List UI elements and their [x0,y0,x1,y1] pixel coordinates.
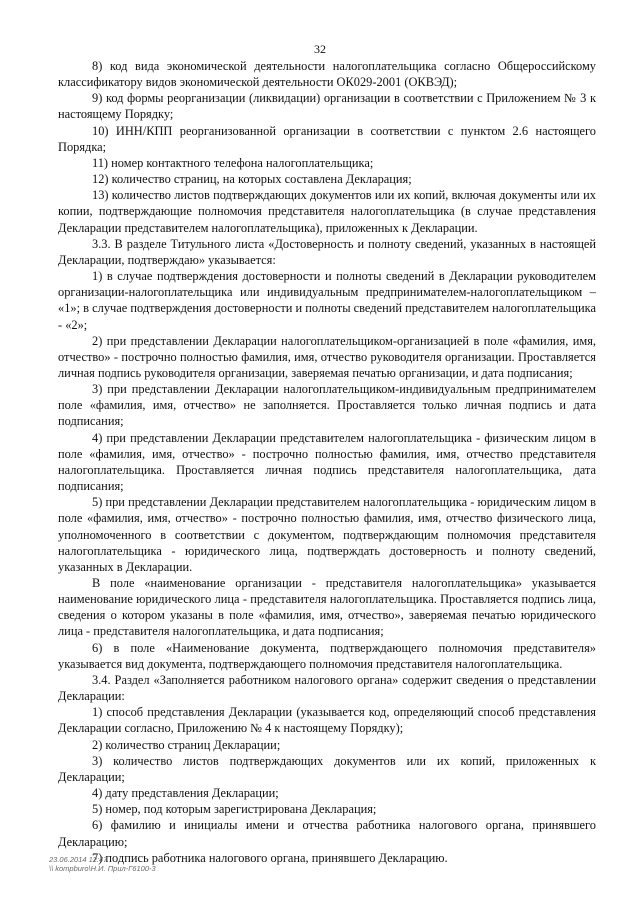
paragraph: 12) количество страниц, на которых составлена Декларация; [92,172,412,187]
paragraph: 4) дату представления Декларации; [92,786,279,801]
paragraph: 3) при представлении Декларации налогоплательщиком-индивидуальным предпринимателем поле «фамилия, имя, отчество» не заполняется. Проставляется только личная подпись и дата подписания; [58,382,596,429]
document-footer [49,855,156,873]
paragraph: 6) фамилию и инициалы имени и отчества работника налогового органа, принявшего Декларацию; [58,818,596,849]
paragraph: 3) количество листов подтверждающих документов или их копий, приложенных к Декларации; [58,753,596,784]
paragraph: 11) номер контактного телефона налогоплательщика; [92,155,374,170]
section-heading-paragraph: 3.4. Раздел «Заполняется работником налогового органа» содержит сведения о представлении Декларации: [58,672,596,704]
footer-timestamp: 23.06.2014 12:47 [49,855,108,864]
paragraph: 2) количество страниц Декларации; [92,737,281,752]
section-heading-paragraph: 3.3. В разделе Титульного листа «Достоверность и полноту сведений, указанных в настоящей Декларации, подтверждаю» указывается: [58,236,596,267]
paragraph: 6) в поле «Наименование документа, подтверждающего полномочия представителя» указывается вид документа, подтверждающего полномочия представителя налогоплательщика. [58,640,596,671]
document-body [58,58,596,866]
paragraph: 1) способ представления Декларации (указывается код, определяющий способ представления Декларации согласно, Приложению № 4 к настоящему Порядку); [58,705,596,736]
paragraph: В поле «наименование организации - представителя налогоплательщика» указывается наименование юридического лица - представителя налогоплательщика. Проставляется подпись лица, сведения о котором указаны в поле «фамилия, имя, отчество», заверяемая печатью юридического лица - представителя налогоплательщика, и дата подписания; [58,576,596,639]
paragraph: 5) номер, под которым зарегистрирована Декларация; [92,802,377,817]
paragraph: 7) подпись работника налогового органа, принявшего Декларацию. [92,850,448,865]
paragraph: 2) при представлении Декларации налогоплательщиком-организацией в поле «фамилия, имя, отчество» - построчно полностью фамилия, имя, отчество руководителя организации. Проставляется личная подпись руководителя организации, заверяемая печатью организации, и дата подписания; [58,333,596,380]
paragraph: 4) при представлении Декларации представителем налогоплательщика - физическим лицом в поле «фамилия, имя, отчество» - построчно полностью фамилия, имя, отчество представителя налогоплательщика. Проставляется личная подпись представителя налогоплательщика, дата подписания; [58,430,596,494]
paragraph: 13) количество листов подтверждающих документов или их копий, включая документы или их копии, подтверждающие полномочия представителя налогоплательщика (в случае представления Декларации представителем налогоплательщика), приложенных к Декларации. [58,188,596,235]
paragraph: 9) код формы реорганизации (ликвидации) организации в соответствии с Приложением № 3 к настоящему Порядку; [58,91,596,122]
paragraph: 1) в случае подтверждения достоверности и полноты сведений в Декларации руководителем организации-налогоплательщика или индивидуальным предпринимателем-налогоплательщиком – «1»; в случае подтверждения достоверности и полноты сведений представителем налогоплательщика - «2»; [58,269,596,332]
footer-file-path: \\ kompburo\Н.И. Прил-Г6100-3 [49,864,156,873]
paragraph: 10) ИНН/КПП реорганизованной организации в соответствии с пунктом 2.6 настоящего Порядка; [58,123,596,154]
paragraph: 5) при представлении Декларации представителем налогоплательщика - юридическим лицом в поле «фамилия, имя, отчество» - построчно полностью фамилия, имя, отчество физического лица, уполномоченного в соответствии с документом, подтверждающим полномочия представителя налогоплательщика - юридического лица, подтверждать достоверность и полноту сведений, указанных в Декларации. [58,495,596,574]
page-number: 32 [314,42,326,56]
paragraph: 8) код вида экономической деятельности налогоплательщика согласно Общероссийскому классификатору видов экономической деятельности ОК029-2001 (ОКВЭД); [58,59,596,90]
